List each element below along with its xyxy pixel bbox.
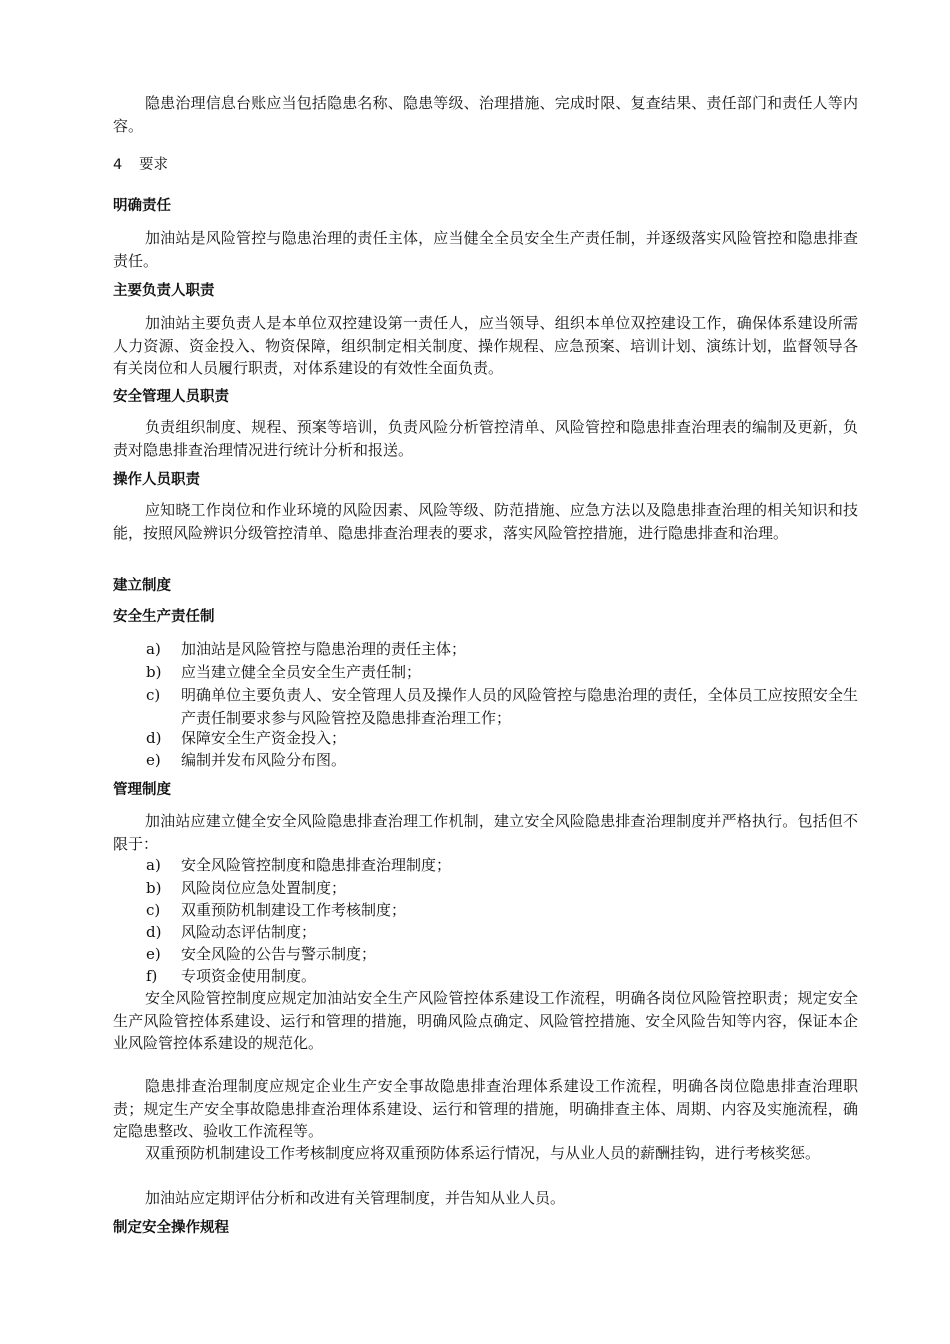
list-text: 编制并发布风险分布图。 <box>181 751 347 769</box>
heading-responsibility: 明确责任 <box>113 198 171 214</box>
list2-item <box>146 854 858 877</box>
list-marker: d) <box>146 923 162 941</box>
list-text: 风险岗位应急处置制度； <box>181 879 347 897</box>
paragraph-risk-control: 安全风险管控制度应规定加油站安全生产风险管控体系建设工作流程，明确各岗位风险管控职责；规定安全生产风险管控体系建设、运行和管理的措施，明确风险点确定、风险管控措施、安全风险告知等内容，保证本企业风险管控体系建设的规范化。 <box>113 989 858 1052</box>
heading-operator: 操作人员职责 <box>113 472 200 488</box>
paragraph-review: 加油站应定期评估分析和改进有关管理制度，并告知从业人员。 <box>145 1189 566 1207</box>
list-marker: c) <box>146 901 161 919</box>
heading-responsibility-system: 安全生产责任制 <box>113 609 215 625</box>
section-number: 4 <box>113 157 123 173</box>
list-marker: f) <box>146 967 158 985</box>
list-text: 加油站是风险管控与隐患治理的责任主体； <box>181 640 467 658</box>
heading-system: 建立制度 <box>113 578 171 594</box>
list-text: 专项资金使用制度。 <box>181 967 317 985</box>
heading-principal: 主要负责人职责 <box>113 283 215 299</box>
list-marker: e) <box>146 945 161 963</box>
list-text: 应当建立健全全员安全生产责任制； <box>181 663 422 681</box>
list-text: 风险动态评估制度； <box>181 923 317 941</box>
paragraph-principal: 加油站主要负责人是本单位双控建设第一责任人，应当领导、组织本单位双控建设工作，确保体系建设所需人力资源、资金投入、物资保障，组织制定相关制度、操作规程、应急预案、培训计划、演练计划，监督领导各有关岗位和人员履行职责，对体系建设的有效性全面负责。 <box>113 314 858 377</box>
list-text: 双重预防机制建设工作考核制度； <box>181 901 407 919</box>
heading-procedures: 制定安全操作规程 <box>113 1220 229 1236</box>
list-marker: b) <box>146 879 162 897</box>
list2-item <box>146 943 858 966</box>
heading-management: 管理制度 <box>113 782 171 798</box>
section-title: 要求 <box>139 157 168 173</box>
list1-item <box>146 727 858 750</box>
paragraph-safety-manager: 负责组织制度、规程、预案等培训，负责风险分析管控清单、风险管控和隐患排查治理表的编制及更新，负责对隐患排查治理情况进行统计分析和报送。 <box>113 418 858 459</box>
paragraph-operator: 应知晓工作岗位和作业环境的风险因素、风险等级、防范措施、应急方法以及隐患排查治理的相关知识和技能，按照风险辨识分级管控清单、隐患排查治理表的要求，落实风险管控措施，进行隐患排查和治理。 <box>113 501 858 542</box>
paragraph-assessment: 双重预防机制建设工作考核制度应将双重预防体系运行情况，与从业人员的薪酬挂钩，进行考核奖惩。 <box>145 1144 821 1162</box>
paragraph-hazard: 隐患排查治理制度应规定企业生产安全事故隐患排查治理体系建设工作流程，明确各岗位隐患排查治理职责；规定生产安全事故隐患排查治理体系建设、运行和管理的措施，明确排查主体、周期、内容及实施流程，确定隐患整改、验收工作流程等。 <box>113 1077 858 1140</box>
list2-item <box>146 965 858 988</box>
list1-item <box>146 638 858 661</box>
list-marker: a) <box>146 640 161 658</box>
heading-safety-manager: 安全管理人员职责 <box>113 389 229 405</box>
list2-item <box>146 921 858 944</box>
list-marker: a) <box>146 856 161 874</box>
list1-item <box>146 661 858 684</box>
list1-item <box>146 749 858 772</box>
paragraph-management: 加油站应建立健全安全风险隐患排查治理工作机制，建立安全风险隐患排查治理制度并严格执行。包括但不限于： <box>113 812 858 853</box>
list-marker: b) <box>146 663 162 681</box>
list1-item <box>146 684 858 729</box>
list-text: 安全风险的公告与警示制度； <box>181 945 377 963</box>
list2-item <box>146 899 858 922</box>
paragraph-responsibility: 加油站是风险管控与隐患治理的责任主体，应当健全全员安全生产责任制，并逐级落实风险管控和隐患排查责任。 <box>113 229 858 270</box>
intro-paragraph: 隐患治理信息台账应当包括隐患名称、隐患等级、治理措施、完成时限、复查结果、责任部门和责任人等内容。 <box>113 94 858 135</box>
list-text: 明确单位主要负责人、安全管理人员及操作人员的风险管控与隐患治理的责任，全体员工应按照安全生产责任制要求参与风险管控及隐患排查治理工作； <box>181 686 858 727</box>
list2-item <box>146 877 858 900</box>
section-heading <box>113 155 168 175</box>
list-marker: e) <box>146 751 161 769</box>
list-text: 保障安全生产资金投入； <box>181 729 347 747</box>
list-text: 安全风险管控制度和隐患排查治理制度； <box>181 856 452 874</box>
list-marker: c) <box>146 686 161 704</box>
list-marker: d) <box>146 729 162 747</box>
